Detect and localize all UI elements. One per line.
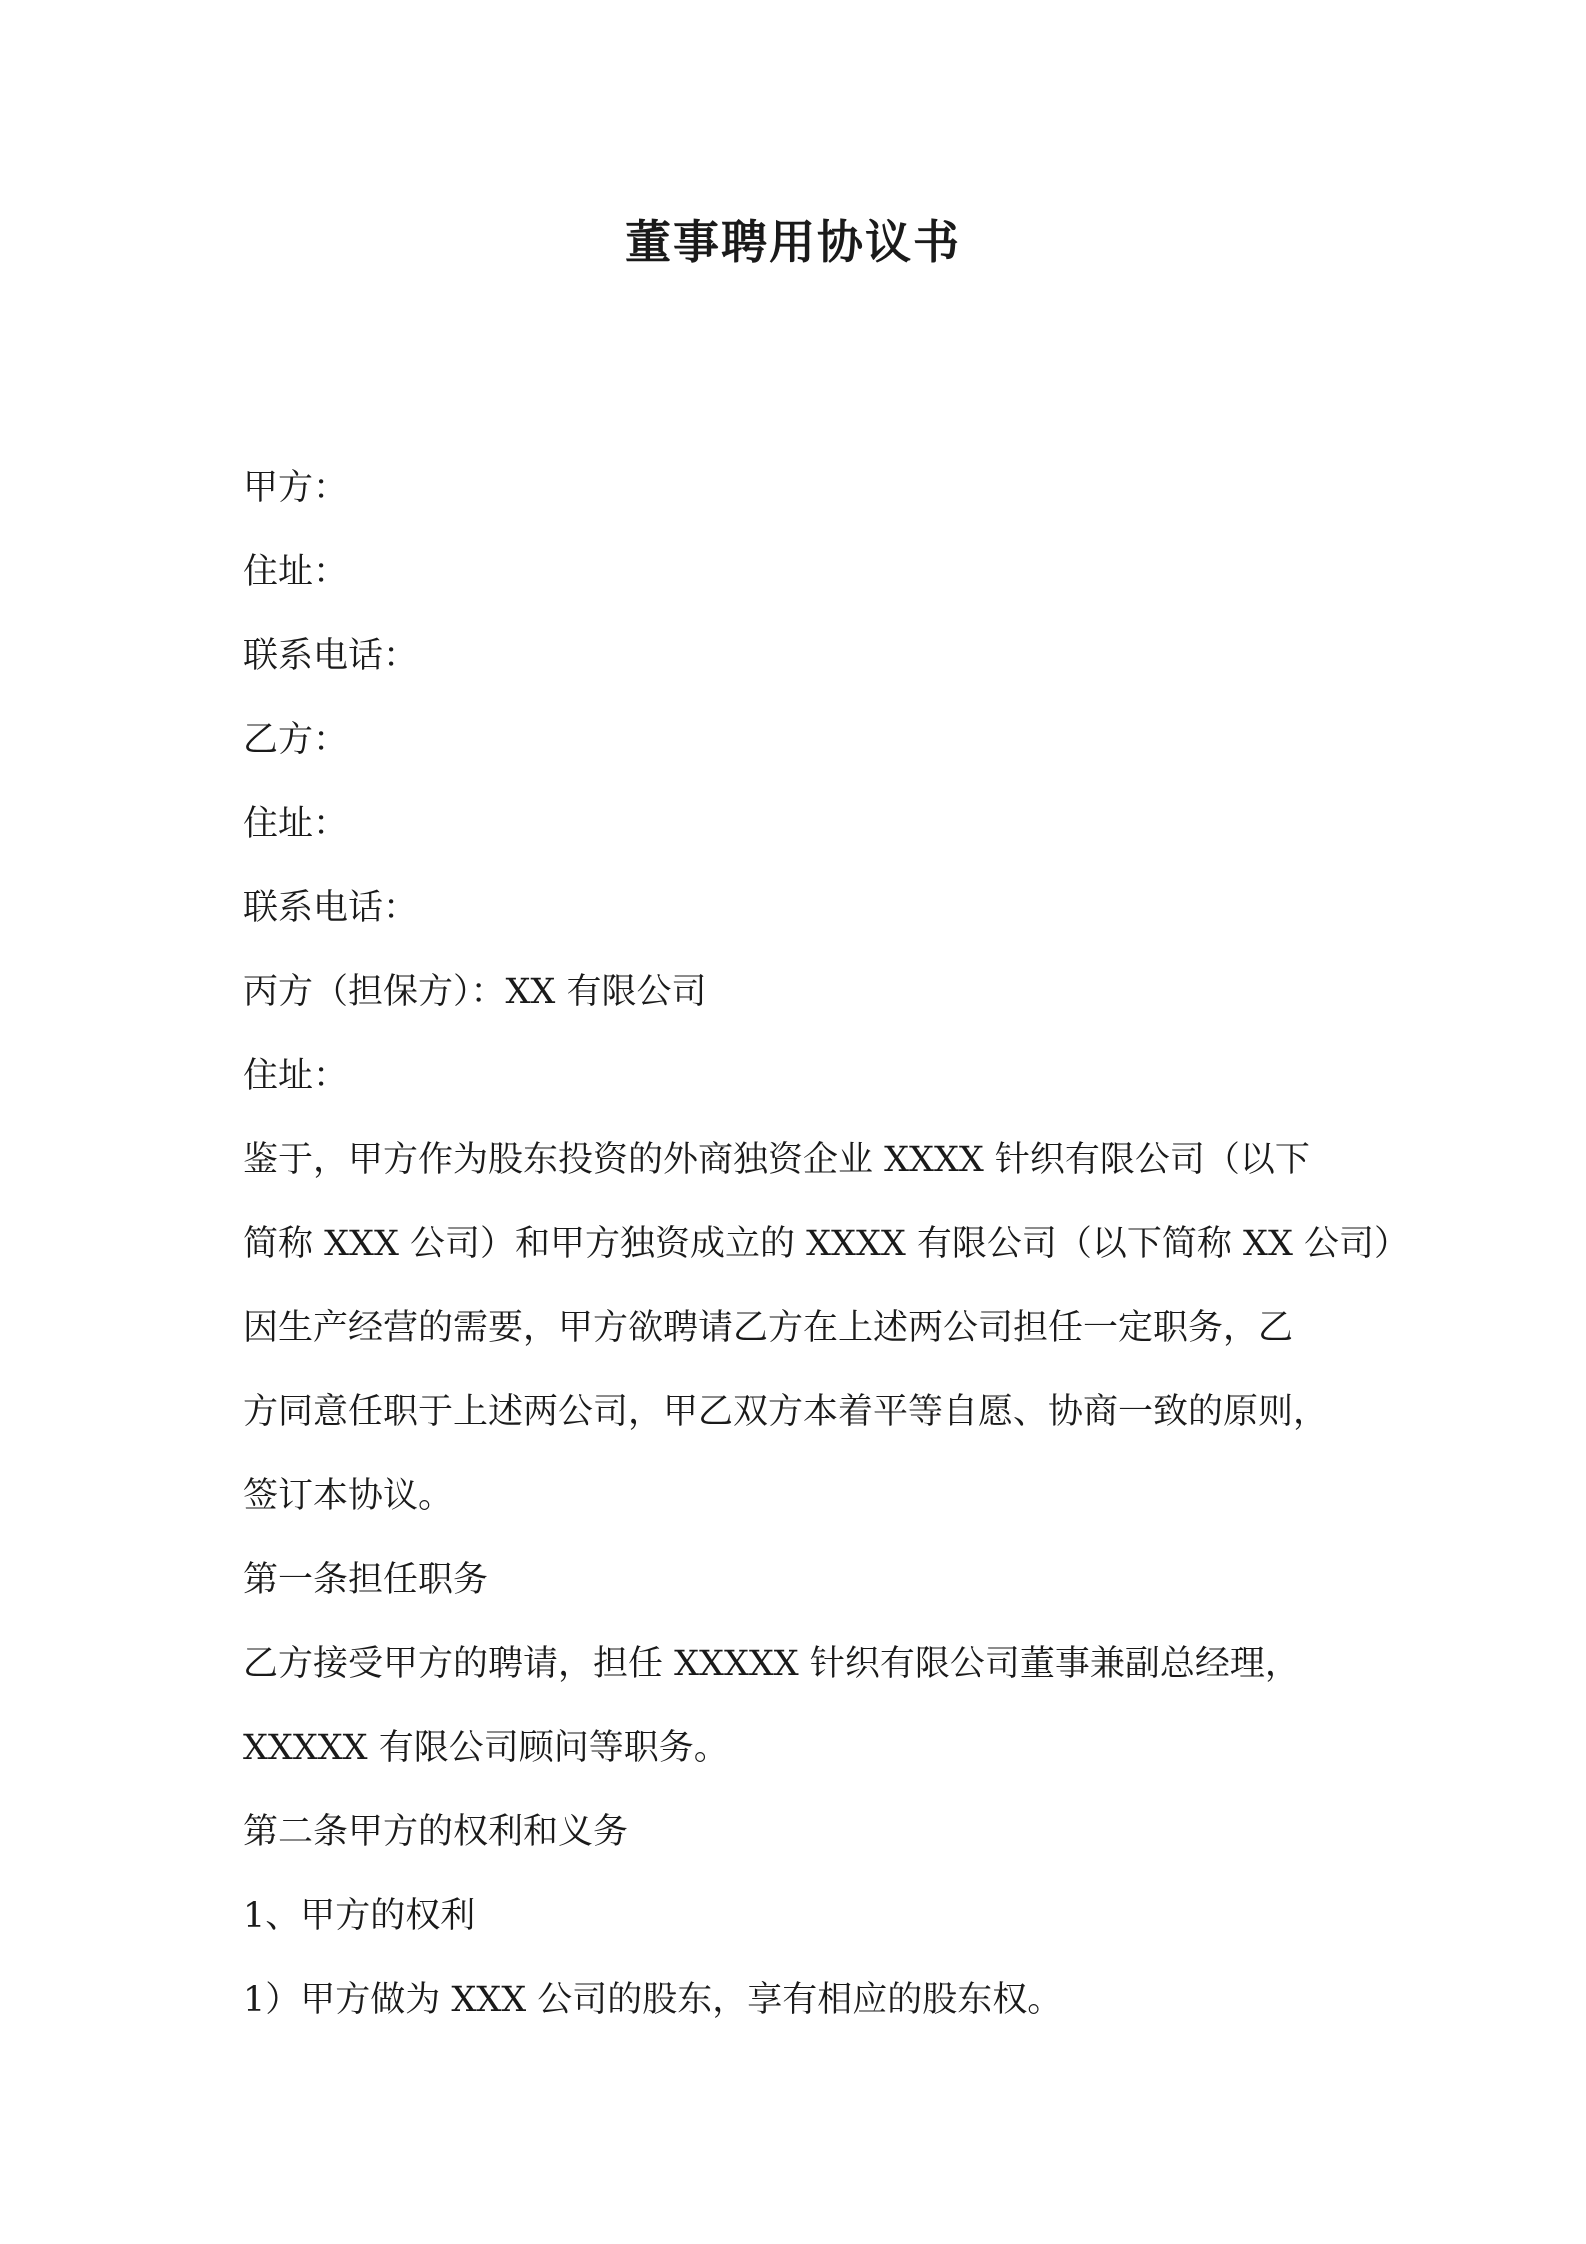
party-a-phone: 联系电话： <box>243 636 419 676</box>
document-title: 董事聘用协议书 <box>625 215 961 269</box>
party-a-address: 住址： <box>243 552 349 592</box>
article-1-heading: 第一条担任职务 <box>243 1560 489 1600</box>
article-1-line-2: XXXXX 有限公司顾问等职务。 <box>243 1728 729 1768</box>
article-2-heading: 第二条甲方的权利和义务 <box>243 1812 629 1852</box>
document-body <box>243 446 1410 2042</box>
party-b-address: 住址： <box>243 804 349 844</box>
article-1-line-1: 乙方接受甲方的聘请，担任 XXXXX 针织有限公司董事兼副总经理， <box>243 1644 1300 1684</box>
party-b-label: 乙方： <box>243 720 349 760</box>
preamble-line-5: 签订本协议。 <box>243 1476 454 1516</box>
preamble-line-1: 鉴于，甲方作为股东投资的外商独资企业 XXXX 针织有限公司（以下 <box>243 1140 1310 1180</box>
party-c-label: 丙方（担保方）：XX 有限公司 <box>243 972 707 1012</box>
preamble-line-3: 因生产经营的需要，甲方欲聘请乙方在上述两公司担任一定职务，乙 <box>243 1308 1294 1348</box>
party-c-address: 住址： <box>243 1056 349 1096</box>
preamble-line-2: 简称 XXX 公司）和甲方独资成立的 XXXX 有限公司（以下简称 XX 公司） <box>243 1224 1410 1264</box>
party-b-phone: 联系电话： <box>243 888 419 928</box>
article-2-section-1-heading: 1、甲方的权利 <box>243 1896 476 1936</box>
party-a-label: 甲方： <box>243 468 349 508</box>
article-2-item-1: 1）甲方做为 XXX 公司的股东，享有相应的股东权。 <box>243 1980 1063 2020</box>
preamble-line-4: 方同意任职于上述两公司，甲乙双方本着平等自愿、协商一致的原则， <box>243 1392 1329 1432</box>
